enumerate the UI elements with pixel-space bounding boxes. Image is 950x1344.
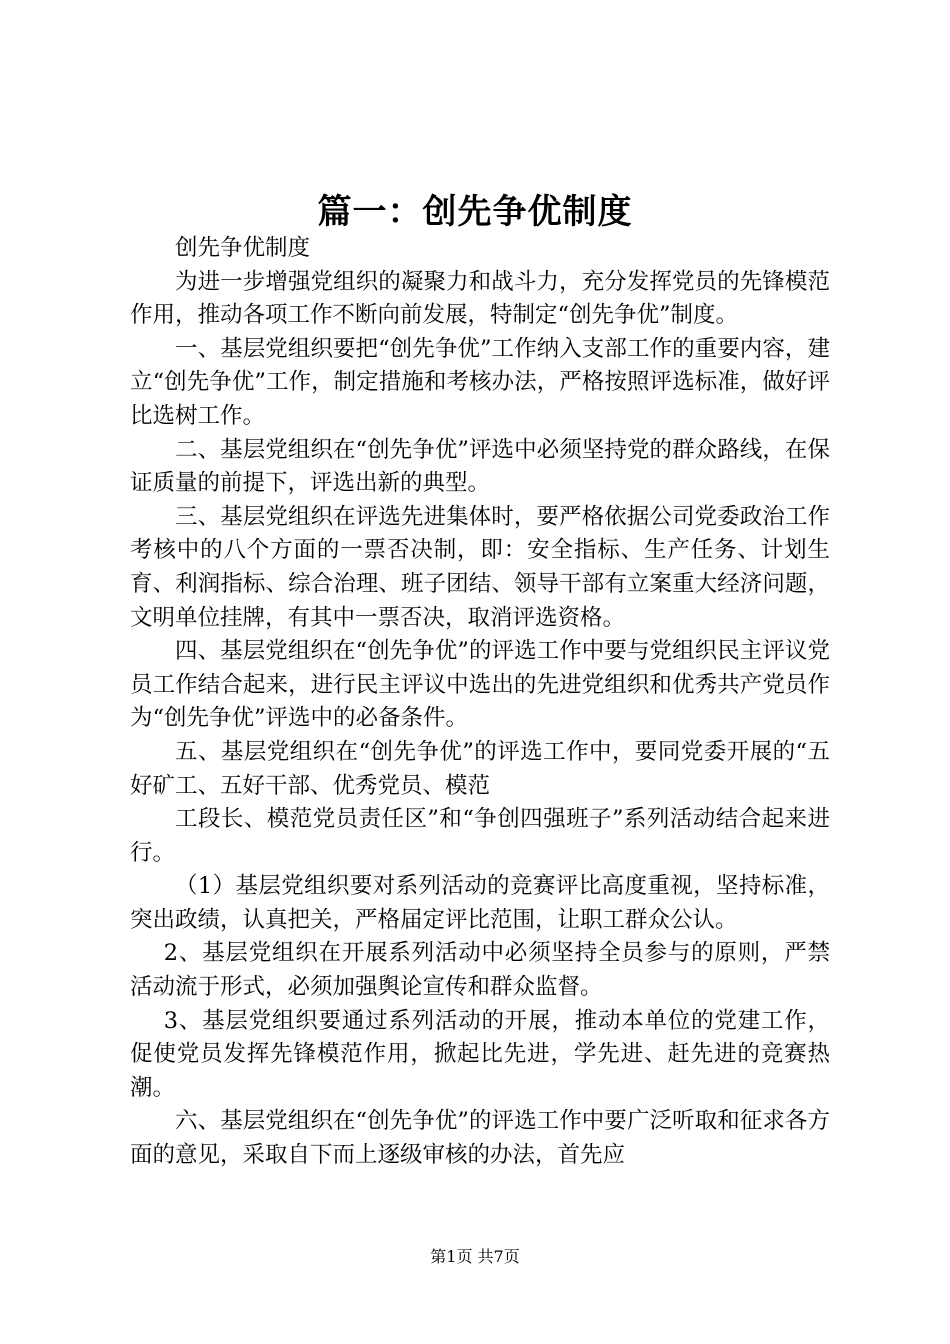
document-title: 篇一：创先争优制度 <box>317 192 633 232</box>
paragraph-intro: 为进一步增强党组织的凝聚力和战斗力，充分发挥党员的先锋模范作用，推动各项工作不断向前发展，特制定“创先争优”制度。 <box>130 268 830 329</box>
paragraph-item-6: 六、基层党组织在“创先争优”的评选工作中要广泛听取和征求各方面的意见，采取自下而上逐级审核的办法，首先应 <box>130 1108 830 1169</box>
paragraph-item-2: 二、基层党组织在“创先争优”评选中必须坚持党的群众路线，在保证质量的前提下，评选出新的典型。 <box>130 436 830 497</box>
paragraph-item-5-continued: 工段长、模范党员责任区”和“争创四强班子”系列活动结合起来进行。 <box>130 806 830 866</box>
page-footer: 第1页 共7页 <box>430 1247 520 1266</box>
paragraph-item-5: 五、基层党组织在“创先争优”的评选工作中，要同党委开展的“五好矿工、五好干部、优秀党员、模范 <box>130 738 830 799</box>
paragraph-subitem-2: 2、基层党组织在开展系列活动中必须坚持全员参与的原则，严禁活动流于形式，必须加强舆论宣传和群众监督。 <box>130 940 830 1001</box>
paragraph-item-1: 一、基层党组织要把“创先争优”工作纳入支部工作的重要内容，建立“创先争优”工作，制定措施和考核办法，严格按照评选标准，做好评比选树工作。 <box>130 335 830 429</box>
paragraph-subitem-1: （1）基层党组织要对系列活动的竞赛评比高度重视，坚持标准，突出政绩，认真把关，严格届定评比范围，让职工群众公认。 <box>130 873 830 933</box>
paragraph-item-4: 四、基层党组织在“创先争优”的评选工作中要与党组织民主评议党员工作结合起来，进行民主评议中选出的先进党组织和优秀共产党员作为“创先争优”评选中的必备条件。 <box>130 638 830 732</box>
paragraph-subitem-3: 3、基层党组织要通过系列活动的开展，推动本单位的党建工作，促使党员发挥先锋模范作用，掀起比先进，学先进、赶先进的竞赛热潮。 <box>130 1007 830 1101</box>
document-body <box>130 232 830 1173</box>
paragraph-subtitle: 创先争优制度 <box>175 235 311 261</box>
paragraph-item-3: 三、基层党组织在评选先进集体时，要严格依据公司党委政治工作考核中的八个方面的一票否决制，即：安全指标、生产任务、计划生育、利润指标、综合治理、班子团结、领导干部有立案重大经济问题，文明单位挂牌，有其中一票否决，取消评选资格。 <box>130 503 830 631</box>
